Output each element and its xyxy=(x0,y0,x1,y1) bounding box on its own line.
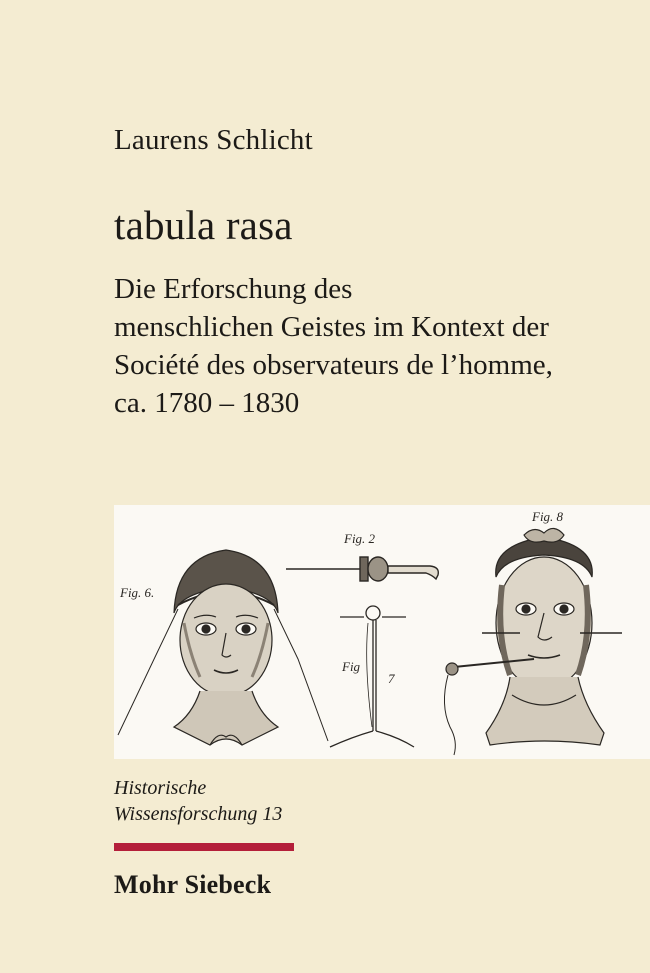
figure-2-instrument xyxy=(286,557,438,581)
figure-8-label: Fig. 8 xyxy=(532,509,564,524)
figure-2-label: Fig. 2 xyxy=(344,531,376,546)
series-line: Wissensforschung 13 xyxy=(114,803,283,825)
figure-7-number: 7 xyxy=(388,671,395,686)
author-name: Laurens Schlicht xyxy=(114,124,313,156)
accent-rule xyxy=(114,843,294,851)
figure-7-instrument xyxy=(330,606,414,747)
subtitle-line: Société des observateurs de l’homme, xyxy=(114,349,553,381)
subtitle-line: menschlichen Geistes im Kontext der xyxy=(114,311,549,343)
figure-8-head xyxy=(444,528,622,755)
engraving-illustration xyxy=(114,505,650,759)
figure-6-head xyxy=(118,550,328,745)
series-title xyxy=(114,775,282,827)
publisher-name: Mohr Siebeck xyxy=(114,870,272,899)
figure-6-label: Fig. 6. xyxy=(120,585,155,600)
subtitle-line: Die Erforschung des xyxy=(114,273,353,305)
subtitle-line: ca. 1780 – 1830 xyxy=(114,387,300,419)
cover-engraving xyxy=(114,505,650,759)
book-subtitle xyxy=(114,270,634,422)
book-title: tabula rasa xyxy=(114,202,293,248)
figure-7-label: Fig xyxy=(342,659,361,674)
series-line: Historische xyxy=(114,777,207,799)
